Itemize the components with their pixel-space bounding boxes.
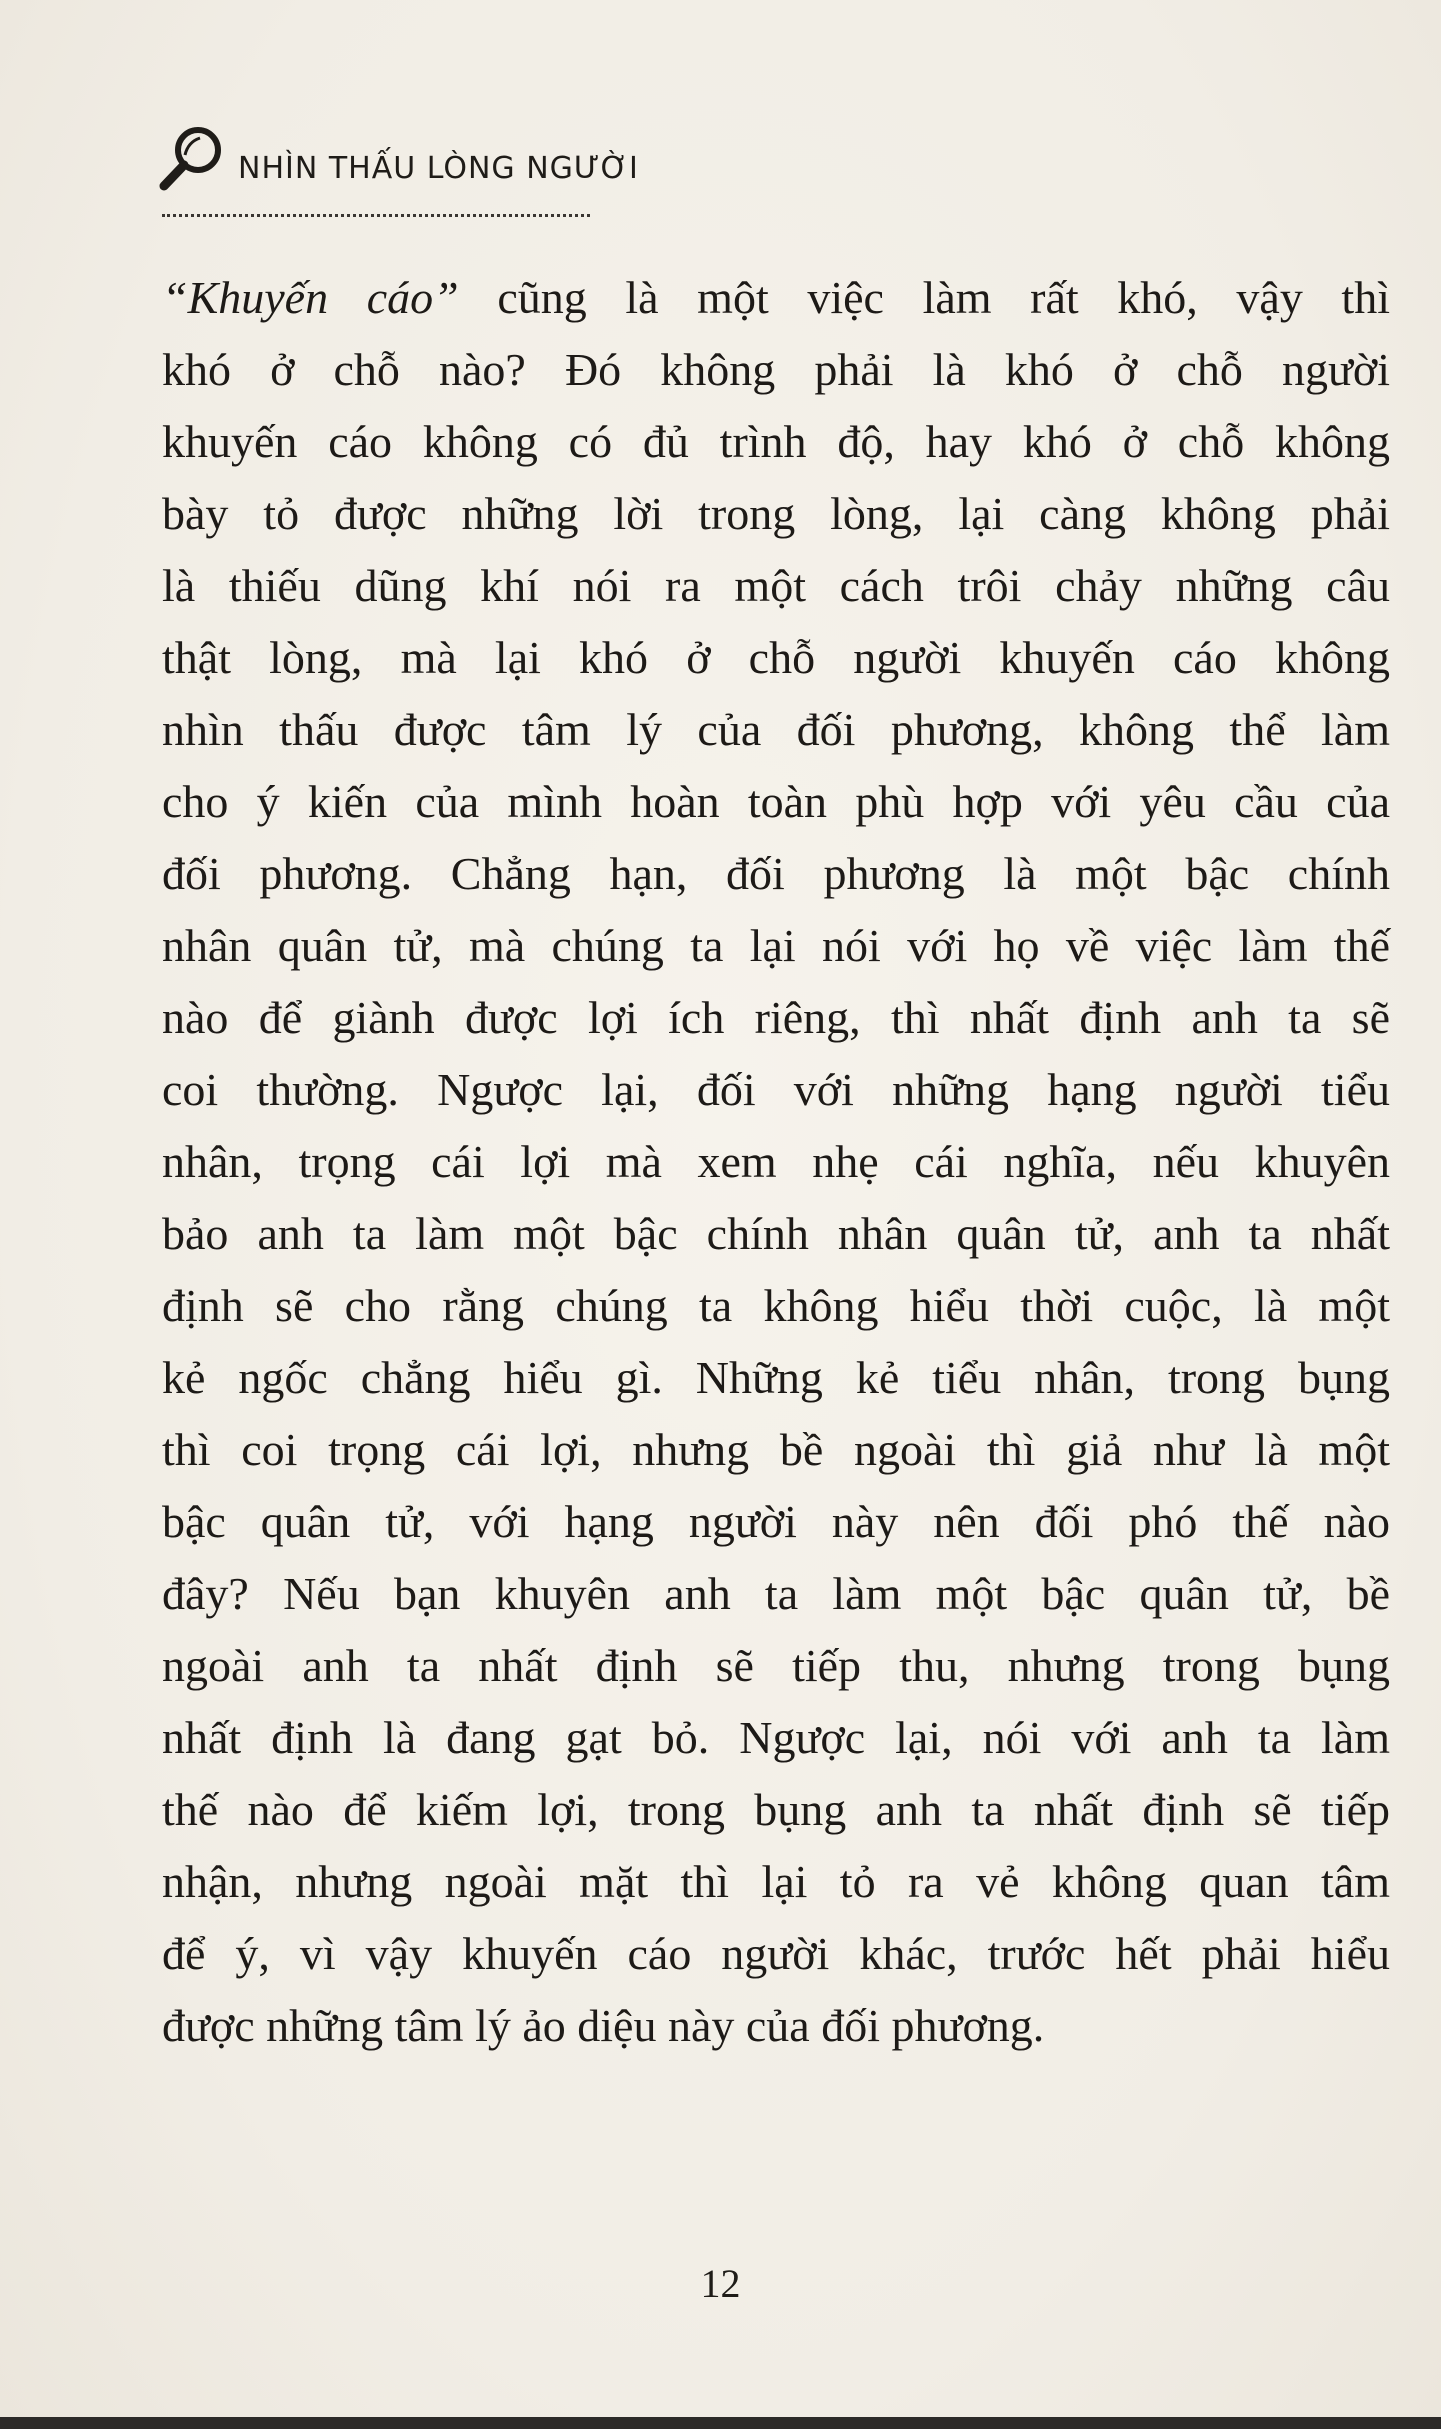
text-line: thì coi trọng cái lợi, nhưng bề ngoài thì giả như là một <box>162 1424 1390 1475</box>
text-line: kẻ ngốc chẳng hiểu gì. Những kẻ tiểu nhân, trong bụng <box>162 1352 1390 1403</box>
text-line: nhận, nhưng ngoài mặt thì lại tỏ ra vẻ không quan tâm <box>162 1856 1390 1907</box>
text-line: nhân quân tử, mà chúng ta lại nói với họ về việc làm thế <box>162 920 1390 971</box>
text-line: nhìn thấu được tâm lý của đối phương, không thể làm <box>162 704 1390 755</box>
text-line: nhân, trọng cái lợi mà xem nhẹ cái nghĩa, nếu khuyên <box>162 1136 1390 1187</box>
italic-term: “Khuyến cáo” <box>162 272 459 323</box>
text-line: định sẽ cho rằng chúng ta không hiểu thời cuộc, là một <box>162 1280 1390 1331</box>
text-line: là thiếu dũng khí nói ra một cách trôi chảy những câu <box>162 560 1390 611</box>
body-paragraph <box>162 262 1390 2062</box>
text-line: khó ở chỗ nào? Đó không phải là khó ở chỗ người <box>162 344 1390 395</box>
text-line: đây? Nếu bạn khuyên anh ta làm một bậc quân tử, bề <box>162 1568 1390 1619</box>
text-line: để ý, vì vậy khuyến cáo người khác, trước hết phải hiểu <box>162 1928 1390 1979</box>
text-line: khuyến cáo không có đủ trình độ, hay khó ở chỗ không <box>162 416 1390 467</box>
text-line: thật lòng, mà lại khó ở chỗ người khuyến cáo không <box>162 632 1390 683</box>
running-header <box>158 122 639 192</box>
text-line: bảo anh ta làm một bậc chính nhân quân tử, anh ta nhất <box>162 1208 1390 1259</box>
text-line: cho ý kiến của mình hoàn toàn phù hợp với yêu cầu của <box>162 776 1390 827</box>
text-line: bày tỏ được những lời trong lòng, lại càng không phải <box>162 488 1390 539</box>
text-line: ngoài anh ta nhất định sẽ tiếp thu, nhưng trong bụng <box>162 1640 1390 1691</box>
text-line: được những tâm lý ảo diệu này của đối phương. <box>162 2000 1045 2051</box>
magnifier-icon <box>158 122 228 192</box>
header-divider <box>162 214 590 217</box>
text-line: thế nào để kiếm lợi, trong bụng anh ta nhất định sẽ tiếp <box>162 1784 1390 1835</box>
text-line: nhất định là đang gạt bỏ. Ngược lại, nói với anh ta làm <box>162 1712 1390 1763</box>
text-line: đối phương. Chẳng hạn, đối phương là một bậc chính <box>162 848 1390 899</box>
text-line: coi thường. Ngược lại, đối với những hạng người tiểu <box>162 1064 1390 1115</box>
text-line: nào để giành được lợi ích riêng, thì nhất định anh ta sẽ <box>162 992 1390 1043</box>
text-line: bậc quân tử, với hạng người này nên đối phó thế nào <box>162 1496 1390 1547</box>
page-number: 12 <box>700 2261 741 2306</box>
running-header-title: NHÌN THẤU LÒNG NGƯỜI <box>238 151 639 186</box>
page-bottom-edge <box>0 2417 1441 2429</box>
text-line: “Khuyến cáo” cũng là một việc làm rất khó, vậy thì <box>162 272 1390 323</box>
